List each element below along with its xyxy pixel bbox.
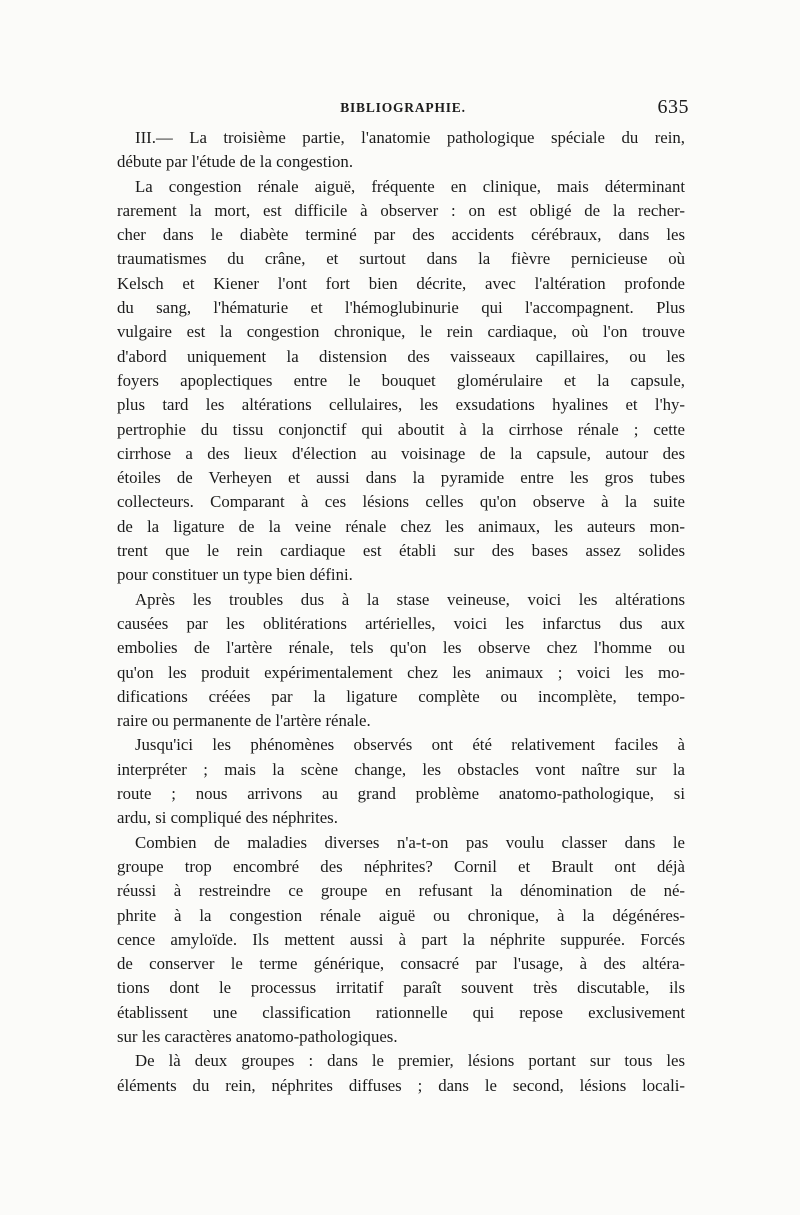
text-line: réussi à restreindre ce groupe en refusant la dénomination de né- bbox=[117, 881, 685, 901]
running-head bbox=[117, 96, 689, 120]
text-line: Jusqu'ici les phénomènes observés ont été relativement faciles à bbox=[135, 735, 685, 755]
text-line: Kelsch et Kiener l'ont fort bien décrite, avec l'altération profonde bbox=[117, 273, 685, 293]
text-line: pour constituer un type bien défini. bbox=[117, 565, 353, 585]
text-line: de la ligature de la veine rénale chez les animaux, les auteurs mon- bbox=[117, 516, 685, 536]
text-line: plus tard les altérations cellulaires, les exsudations hyalines et l'hy- bbox=[117, 395, 685, 415]
text-line: III.— La troisième partie, l'anatomie pathologique spéciale du rein, bbox=[135, 128, 685, 147]
text-line: trent que le rein cardiaque est établi sur des bases assez solides bbox=[117, 541, 685, 561]
text-line: interpréter ; mais la scène change, les obstacles vont naître sur la bbox=[117, 759, 685, 779]
text-line: tions dont le processus irritatif paraît souvent très discutable, ils bbox=[117, 978, 685, 998]
text-line: ardu, si compliqué des néphrites. bbox=[117, 808, 338, 828]
text-line: phrite à la congestion rénale aiguë ou chronique, à la dégénéres- bbox=[117, 905, 685, 925]
body-text bbox=[117, 126, 685, 1098]
text-line: De là deux groupes : dans le premier, lésions portant sur tous les bbox=[135, 1051, 685, 1071]
page-number: 635 bbox=[657, 96, 689, 118]
text-line: raire ou permanente de l'artère rénale. bbox=[117, 711, 371, 731]
text-line: cher dans le diabète terminé par des accidents cérébraux, dans les bbox=[117, 225, 685, 245]
text-line: Combien de maladies diverses n'a-t-on pas voulu classer dans le bbox=[135, 832, 685, 852]
text-line: cence amyloïde. Ils mettent aussi à part la néphrite suppurée. Forcés bbox=[117, 929, 685, 949]
text-line: collecteurs. Comparant à ces lésions celles qu'on observe à la suite bbox=[117, 492, 685, 512]
text-line: La congestion rénale aiguë, fréquente en clinique, mais déterminant bbox=[135, 176, 685, 196]
text-line: cirrhose a des lieux d'élection au voisinage de la capsule, autour des bbox=[117, 443, 685, 463]
text-line: difications créées par la ligature complète ou incomplète, tempo- bbox=[117, 686, 685, 706]
text-line: éléments du rein, néphrites diffuses ; dans le second, lésions locali- bbox=[117, 1075, 685, 1095]
running-title: BIBLIOGRAPHIE. bbox=[340, 100, 466, 115]
text-line: route ; nous arrivons au grand problème anatomo-pathologique, si bbox=[117, 784, 685, 804]
text-line: pertrophie du tissu conjonctif qui aboutit à la cirrhose rénale ; cette bbox=[117, 419, 685, 439]
text-line: de conserver le terme générique, consacré par l'usage, à des altéra- bbox=[117, 954, 685, 974]
text-line: vulgaire est la congestion chronique, le rein cardiaque, où l'on trouve bbox=[117, 322, 685, 342]
text-line: du sang, l'hématurie et l'hémoglubinurie qui l'accompagnent. Plus bbox=[117, 298, 685, 318]
text-line: embolies de l'artère rénale, tels qu'on les observe chez l'homme ou bbox=[117, 638, 685, 658]
text-line: rarement la mort, est difficile à observer : on est obligé de la recher- bbox=[117, 200, 685, 220]
text-line: sur les caractères anatomo-pathologiques. bbox=[117, 1026, 398, 1046]
text-line: débute par l'étude de la congestion. bbox=[117, 152, 354, 172]
text-line: étoiles de Verheyen et aussi dans la pyramide entre les gros tubes bbox=[117, 468, 685, 488]
text-line: qu'on les produit expérimentalement chez les animaux ; voici les mo- bbox=[117, 662, 685, 682]
text-line: foyers apoplectiques entre le bouquet glomérulaire et la capsule, bbox=[117, 370, 685, 390]
text-line: groupe trop encombré des néphrites? Cornil et Brault ont déjà bbox=[117, 856, 685, 876]
text-line: d'abord uniquement la distension des vaisseaux capillaires, ou les bbox=[117, 346, 685, 366]
text-line: traumatismes du crâne, et surtout dans la fièvre pernicieuse où bbox=[117, 249, 685, 269]
text-line: causées par les oblitérations artérielles, voici les infarctus dus aux bbox=[117, 613, 685, 633]
text-line: Après les troubles dus à la stase veineuse, voici les altérations bbox=[135, 589, 685, 609]
text-line: établissent une classification rationnelle qui repose exclusivement bbox=[117, 1002, 685, 1022]
